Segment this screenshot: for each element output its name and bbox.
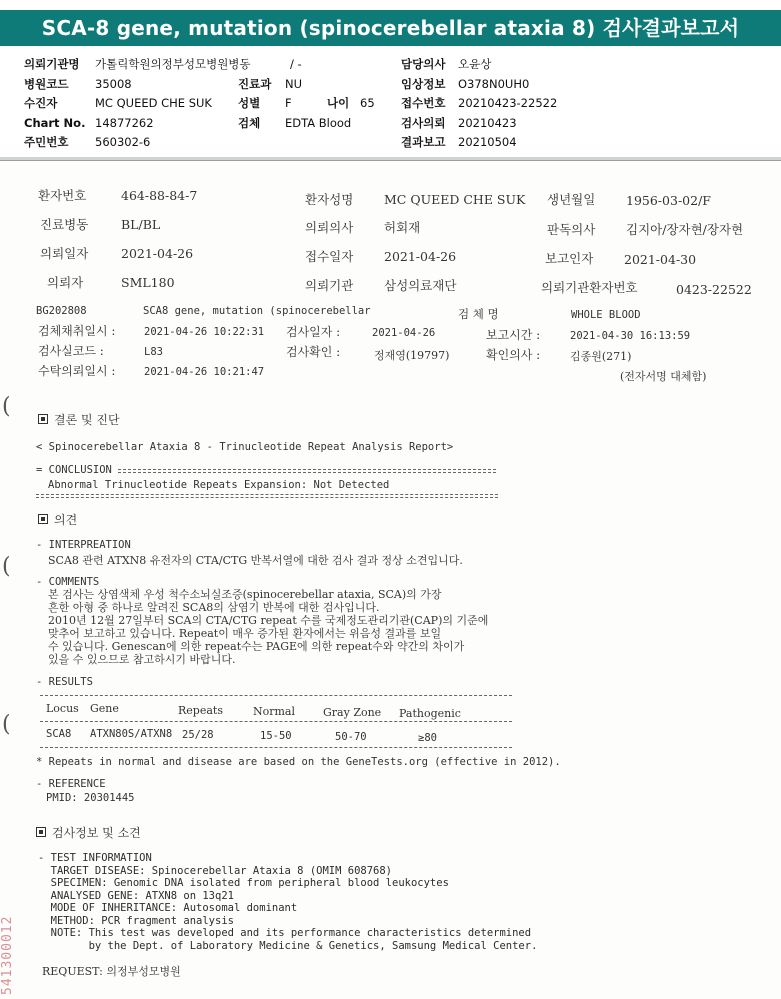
header-label: 성별: [238, 96, 261, 110]
results-cell: ≥80: [418, 732, 437, 744]
confirm-value: 정재영(19797): [374, 349, 450, 362]
conclusion-label: = CONCLUSION: [36, 464, 112, 476]
header-value: 20210504: [458, 135, 517, 149]
patient-value: 2021-04-30: [624, 252, 697, 267]
divider: [36, 497, 498, 498]
test-info-line: - TEST INFORMATION: [38, 852, 152, 864]
receipt-label: 수탁의뢰일시 :: [38, 364, 116, 378]
comment-line: 있을 수 있으므로 참고하시기 바랍니다.: [48, 653, 236, 666]
header-label: 담당의사: [401, 57, 446, 71]
scan-bracket: (: [2, 394, 11, 419]
header-divider: [0, 157, 781, 161]
collect-value: 2021-04-26 10:22:31: [144, 326, 265, 338]
results-header-cell: Locus: [46, 702, 79, 715]
report-subtitle: < Spinocerebellar Ataxia 8 - Trinucleotide Repeat Analysis Report>: [36, 441, 454, 453]
conclusion-text: Abnormal Trinucleotide Repeats Expansion: Not Detected: [48, 479, 390, 491]
patient-value: 김지아/장자현/장자현: [626, 222, 744, 237]
patient-label: 환자번호: [38, 188, 87, 203]
header-value: MC QUEED CHE SUK: [95, 96, 212, 110]
test-info-line: SPECIMEN: Genomic DNA isolated from peripheral blood leukocytes: [38, 877, 449, 889]
request-line: REQUEST: 의정부성모병원: [42, 965, 181, 978]
patient-label: 환자성명: [305, 192, 354, 207]
comment-line: 본 검사는 상염색체 우성 척수소뇌실조증(spinocerebellar ataxia, SCA)의 가장: [48, 588, 442, 601]
divider: [36, 494, 498, 495]
header-value: 가톨릭학원의정부성모병원병동: [95, 57, 251, 71]
test-name: SCA8 gene, mutation (spinocerebellar: [143, 305, 371, 317]
section-heading-opinion: [38, 513, 77, 528]
patient-value: 0423-22522: [676, 282, 752, 297]
divider: [40, 721, 512, 722]
divider: [118, 469, 496, 470]
patient-value: 삼성의료재단: [384, 278, 457, 293]
patient-value: SML180: [121, 275, 175, 290]
section-title: 의견: [54, 513, 78, 527]
results-cell: 50-70: [335, 731, 367, 743]
header-label: 수진자: [24, 96, 58, 110]
results-label: - RESULTS: [36, 676, 93, 688]
header-label: 병원코드: [24, 77, 69, 91]
results-note: * Repeats in normal and disease are based on the GeneTests.org (effective in 2012).: [36, 756, 561, 768]
patient-value: 1956-03-02/F: [626, 193, 711, 208]
reference-label: - REFERENCE: [36, 778, 106, 790]
results-cell: 25/28: [182, 729, 214, 741]
interpretation-text: SCA8 관련 ATXN8 유전자의 CTA/CTG 반복서열에 대한 검사 결과 정상 소견입니다.: [48, 554, 463, 567]
patient-value: 2021-04-26: [121, 246, 194, 261]
comment-line: 수 있습니다. Genescan에 의한 repeat수는 PAGE에 의한 repeat수와 약간의 차이가: [48, 640, 465, 653]
scanned-report: [0, 162, 781, 999]
section-heading-test-info: [36, 826, 141, 841]
header-value: / -: [290, 57, 302, 71]
header-label: 주민번호: [24, 135, 69, 149]
results-cell: SCA8: [46, 728, 72, 740]
room-value: L83: [144, 346, 163, 358]
header-value: 35008: [95, 77, 132, 91]
header-value: 20210423: [458, 116, 517, 130]
results-cell: 15-50: [260, 730, 292, 742]
patient-label: 접수일자: [305, 249, 354, 264]
side-serial-number: 541300012: [0, 915, 15, 995]
report-title: SCA-8 gene, mutation (spinocerebellar ataxia 8) 검사결과보고서: [0, 10, 781, 46]
scan-bracket: (: [2, 712, 11, 737]
results-cell: ATXN80S/ATXN8: [90, 728, 173, 740]
header-label: 나이: [327, 96, 350, 110]
section-heading-conclusion: [38, 413, 120, 428]
test-info-line: METHOD: PCR fragment analysis: [38, 914, 234, 927]
divider: [118, 472, 496, 473]
header-value: 560302-6: [95, 135, 151, 149]
report-time-label: 보고시간 :: [486, 328, 541, 342]
test-info-line: by the Dept. of Laboratory Medicine & Genetics, Samsung Medical Center.: [38, 939, 538, 952]
patient-value: BL/BL: [121, 217, 161, 232]
patient-label: 의뢰의사: [305, 220, 354, 235]
receipt-value: 2021-04-26 10:21:47: [144, 366, 265, 378]
patient-value: 2021-04-26: [384, 249, 457, 264]
results-header-cell: Normal: [253, 705, 296, 718]
report-time-value: 2021-04-30 16:13:59: [570, 330, 691, 342]
header-value: O378N0UH0: [458, 77, 530, 91]
header-value: 65: [360, 96, 375, 110]
comment-line: 흔한 아형 중 하나로 알려진 SCA8의 삼염기 반복에 대한 검사입니다.: [48, 601, 380, 614]
header-label: 결과보고: [401, 135, 446, 149]
esign-note: (전자서명 대체함): [620, 370, 707, 383]
divider: [40, 747, 512, 748]
patient-label: 의뢰자: [47, 275, 84, 290]
test-info-line: MODE OF INHERITANCE: Autosomal dominant: [38, 902, 298, 914]
comment-line: 2010년 12월 27일부터 SCA의 CTA/CTG repeat 수를 국제정도관리기관(CAP)의 기준에: [48, 614, 489, 627]
patient-label: 생년월일: [547, 192, 596, 207]
header-label: 의뢰기관명: [24, 57, 80, 71]
header-value: 20210423-22522: [458, 96, 558, 110]
header-label: 임상정보: [401, 77, 446, 91]
patient-label: 보고인자: [545, 251, 594, 266]
patient-label: 진료병동: [40, 217, 89, 232]
test-info-line: TARGET DISEASE: Spinocerebellar Ataxia 8 (OMIM 608768): [38, 864, 393, 877]
results-header-cell: Gray Zone: [323, 706, 382, 719]
testdate-value: 2021-04-26: [372, 327, 436, 339]
collect-label: 검체채취일시 :: [38, 324, 116, 338]
results-header-cell: Gene: [90, 702, 119, 715]
test-code: BG202808: [36, 305, 87, 317]
header-value: 오윤상: [458, 57, 492, 71]
header-value: 14877262: [95, 116, 154, 130]
patient-value: 허회재: [384, 220, 421, 235]
patient-label: 의뢰기관: [305, 278, 354, 293]
room-label: 검사실코드 :: [38, 344, 104, 358]
specimen-label: 검 체 명: [458, 307, 499, 321]
header-label: 접수번호: [401, 96, 446, 110]
patient-value: MC QUEED CHE SUK: [384, 192, 526, 207]
testdate-label: 검사일자 :: [286, 325, 341, 339]
header-label: Chart No.: [24, 116, 86, 130]
header-value: EDTA Blood: [285, 116, 352, 130]
patient-label: 판독의사: [547, 222, 596, 237]
header-label: 검체: [238, 116, 261, 130]
section-title: 결론 및 진단: [54, 413, 120, 427]
results-header-cell: Repeats: [178, 704, 223, 717]
comments-label: - COMMENTS: [36, 576, 100, 588]
patient-value: 464-88-84-7: [121, 188, 198, 203]
doctor-value: 김종원(271): [570, 350, 632, 363]
specimen-value: WHOLE BLOOD: [571, 309, 641, 321]
test-info-line: ANALYSED GENE: ATXN8 on 13q21: [38, 889, 234, 902]
reference-text: PMID: 20301445: [46, 792, 135, 804]
header-value: F: [285, 96, 292, 110]
scan-bracket: (: [2, 554, 11, 579]
interpretation-label: - INTERPREATION: [36, 539, 131, 551]
patient-label: 의뢰기관환자번호: [541, 280, 638, 295]
comment-line: 맞추어 보고하고 있습니다. Repeat이 매우 증가된 환자에서는 위음성 결과를 보일: [48, 627, 442, 640]
header-label: 진료과: [238, 77, 272, 91]
confirm-label: 검사확인 :: [286, 345, 341, 359]
results-header-cell: Pathogenic: [399, 707, 461, 720]
test-info-line: NOTE: This test was developed and its performance characteristics determined: [38, 927, 532, 939]
divider: [40, 695, 512, 696]
patient-label: 의뢰일자: [40, 246, 89, 261]
header-value: NU: [285, 77, 303, 91]
doctor-label: 확인의사 :: [486, 348, 541, 362]
header-label: 검사의뢰: [401, 116, 446, 130]
section-title: 검사정보 및 소견: [52, 826, 141, 840]
